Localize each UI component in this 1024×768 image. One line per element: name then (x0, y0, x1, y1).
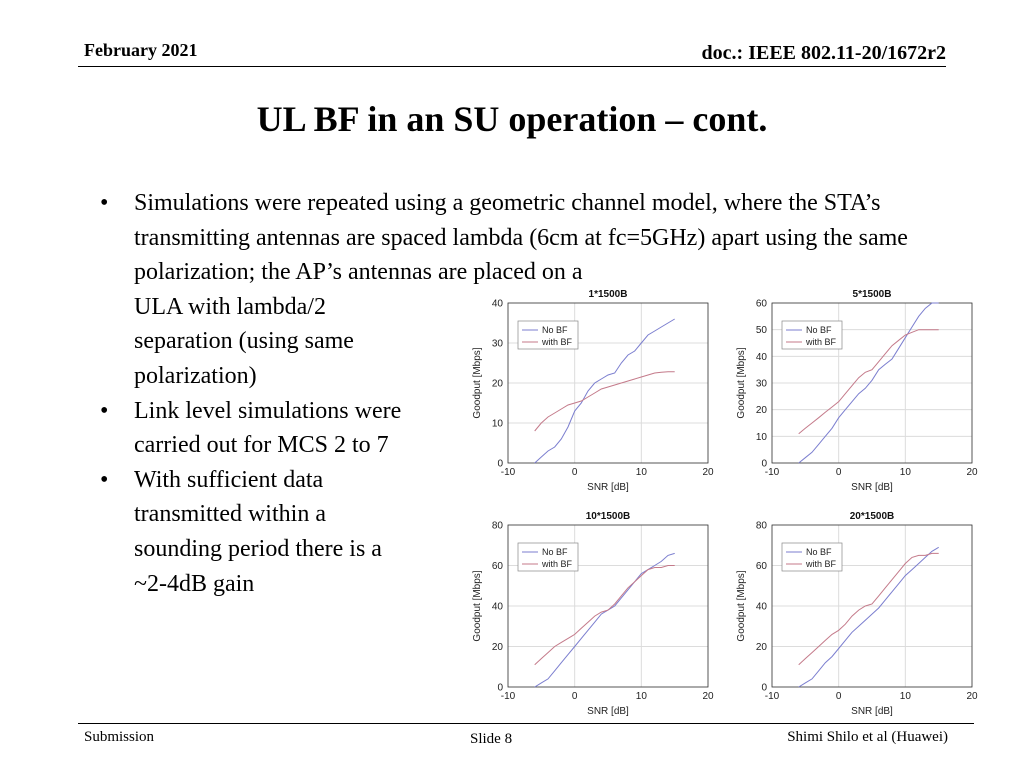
x-tick-label: -10 (500, 691, 516, 702)
y-tick-label: 50 (755, 325, 767, 337)
legend-label: No BF (542, 325, 568, 335)
y-tick-label: 0 (497, 458, 503, 470)
x-tick-label: 10 (635, 691, 647, 702)
y-tick-label: 0 (497, 682, 503, 694)
x-tick-label: 20 (966, 691, 978, 702)
bullet-3-text: With sufficient data transmitted within a sounding period there is a ~2-4dB gain (134, 466, 382, 597)
x-tick-label: 10 (899, 691, 911, 702)
chart-panel-3 (472, 511, 714, 717)
y-tick-label: 30 (491, 338, 503, 350)
legend-label: No BF (806, 325, 832, 335)
y-tick-label: 0 (761, 458, 767, 470)
y-tick-label: 20 (755, 405, 767, 417)
y-tick-label: 40 (491, 298, 503, 310)
x-tick-label: 10 (635, 467, 647, 478)
y-tick-label: 40 (755, 351, 767, 363)
chart-title: 20*1500B (849, 511, 895, 522)
chart-panel-2 (736, 289, 978, 493)
y-axis-label: Goodput [Mbps] (472, 347, 483, 419)
y-tick-label: 30 (755, 378, 767, 390)
slide-title: UL BF in an SU operation – cont. (256, 99, 768, 139)
y-tick-label: 60 (491, 561, 503, 572)
x-tick-label: -10 (764, 467, 780, 478)
header-doc-id: doc.: IEEE 802.11-20/1672r2 (701, 42, 946, 64)
y-tick-label: 60 (755, 561, 767, 572)
x-axis-label: SNR [dB] (851, 706, 893, 717)
legend-label: No BF (806, 547, 832, 557)
legend-label: with BF (806, 337, 837, 347)
y-tick-label: 20 (491, 642, 503, 653)
x-axis-label: SNR [dB] (851, 482, 893, 493)
footer-author: Shimi Shilo et al (Huawei) (787, 729, 948, 745)
y-tick-label: 10 (755, 431, 767, 443)
y-tick-label: 0 (761, 682, 767, 694)
x-tick-label: 0 (835, 467, 842, 478)
bullet-dot: • (100, 397, 109, 424)
chart-panel-4 (736, 511, 978, 717)
x-tick-label: 0 (571, 467, 578, 478)
header-date: February 2021 (84, 40, 198, 60)
y-tick-label: 40 (755, 601, 767, 613)
x-tick-label: 20 (702, 691, 714, 702)
goodput-charts (470, 283, 982, 723)
legend-label: with BF (542, 559, 573, 569)
x-tick-label: 0 (571, 691, 578, 702)
x-tick-label: -10 (764, 691, 780, 702)
bullet-1-text: Simulations were repeated using a geometric channel model, where the STA’s transmitting antennas are spaced lambda (6cm at fc=5GHz) apart using the same polarization; the AP’s antennas are placed on a (134, 190, 908, 286)
y-tick-label: 20 (755, 642, 767, 653)
x-axis-label: SNR [dB] (587, 706, 629, 717)
chart-panel-1 (472, 289, 714, 493)
y-tick-label: 80 (491, 520, 503, 532)
header-divider (78, 66, 946, 67)
y-tick-label: 60 (755, 298, 767, 310)
bullet-dot: • (100, 466, 109, 493)
footer-divider (78, 723, 974, 724)
bullet-1-continuation: ULA with lambda/2 separation (using same polarization) (134, 293, 354, 389)
x-tick-label: 20 (702, 467, 714, 478)
legend-label: No BF (542, 547, 568, 557)
x-tick-label: 20 (966, 467, 978, 478)
legend-label: with BF (806, 559, 837, 569)
bullet-2-text: Link level simulations were carried out for MCS 2 to 7 (134, 397, 402, 459)
x-tick-label: 10 (899, 467, 911, 478)
y-axis-label: Goodput [Mbps] (472, 570, 483, 642)
x-tick-label: -10 (500, 467, 516, 478)
footer-submission: Submission (84, 729, 155, 745)
y-tick-label: 10 (491, 418, 503, 430)
x-tick-label: 0 (835, 691, 842, 702)
y-tick-label: 20 (491, 378, 503, 390)
y-tick-label: 40 (491, 601, 503, 613)
bullet-dot: • (100, 190, 109, 216)
chart-title: 10*1500B (585, 511, 631, 522)
legend-label: with BF (542, 337, 573, 347)
footer-slide-number: Slide 8 (470, 731, 513, 747)
chart-title: 1*1500B (588, 289, 628, 300)
x-axis-label: SNR [dB] (587, 482, 629, 493)
chart-title: 5*1500B (852, 289, 892, 300)
y-tick-label: 80 (755, 520, 767, 532)
y-axis-label: Goodput [Mbps] (736, 347, 747, 419)
y-axis-label: Goodput [Mbps] (736, 570, 747, 642)
